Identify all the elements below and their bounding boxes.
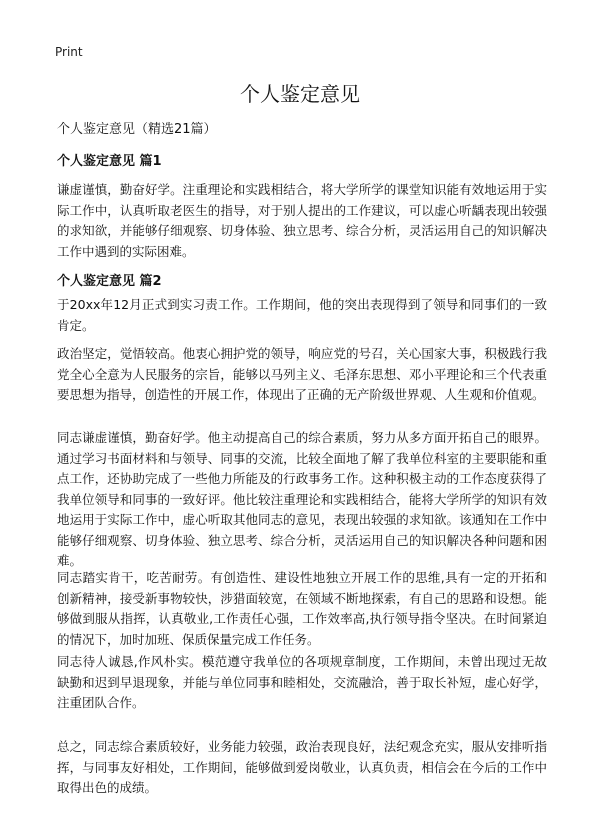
- paragraph: 政治坚定，觉悟较高。他衷心拥护党的领导，响应党的号召，关心国家大事，积极践行我党全心全意为人民服务的宗旨，能够以马列主义、毛泽东思想、邓小平理论和三个代表重要思想为指导，创造性的开展工作，体现出了正确的无产阶级世界观、人生观和价值观。: [57, 346, 547, 402]
- page-title: 个人鉴定意见: [240, 82, 360, 106]
- section-heading-2: 个人鉴定意见 篇2: [57, 274, 162, 289]
- paragraph: 于20xx年12月正式到实习责工作。工作期间，他的突出表现得到了领导和同事们的一致肯定。: [57, 297, 547, 333]
- paragraph: 谦虚谨慎，勤奋好学。注重理论和实践相结合，将大学所学的课堂知识能有效地运用于实际工作中，认真听取老医生的指导，对于别人提出的工作建议，可以虚心听龋表现出较强的求知欲，并能够仔细观察、切身体验、独立思考、综合分析，灵活运用自己的知识解决工作中遇到的实际困难。: [57, 182, 547, 259]
- paragraph: 总之，同志综合素质较好，业务能力较强，政治表现良好，法纪观念充实，服从安排听指挥，与同事友好相处，工作期间，能够做到爱岗敬业，认真负责，相信会在今后的工作中取得出色的成绩。: [57, 739, 547, 795]
- print-link[interactable]: Print: [55, 45, 83, 59]
- paragraph: 同志踏实肯干，吃苦耐劳。有创造性、建设性地独立开展工作的思维,具有一定的开拓和创新精神，接受新事物较快，涉猎面较宽，在领域不断地探索，有自己的思路和设想。能够做到服从指挥，认真敬业,工作责任心强，工作效率高,执行领导指令坚决。在时间紧迫的情况下，加时加班、保质保量完成工作任务。: [57, 570, 547, 647]
- document-subtitle: 个人鉴定意见（精选21篇）: [57, 122, 217, 137]
- section-heading-1: 个人鉴定意见 篇1: [57, 154, 162, 169]
- paragraph: 同志待人诚恳,作风朴实。模范遵守我单位的各项规章制度，工作期间，未曾出现过无故缺勤和迟到早退现象，并能与单位同事和睦相处，交流融洽，善于取长补短，虚心好学，注重团队合作。: [57, 654, 547, 710]
- paragraph: 同志谦虚谨慎，勤奋好学。他主动提高自己的综合素质，努力从多方面开拓自己的眼界。通过学习书面材料和与领导、同事的交流，比较全面地了解了我单位科室的主要职能和重点工作，还协助完成了一些他力所能及的行政事务工作。这种积极主动的工作态度获得了我单位领导和同事的一致好评。他比较注重理论和实践相结合，能将大学所学的知识有效地运用于实际工作中，虚心听取其他同志的意见，表现出较强的求知欲。该通知在工作中能够仔细观察、切身体验、独立思考、综合分析，灵活运用自己的知识解决各种问题和困难。: [57, 430, 547, 568]
